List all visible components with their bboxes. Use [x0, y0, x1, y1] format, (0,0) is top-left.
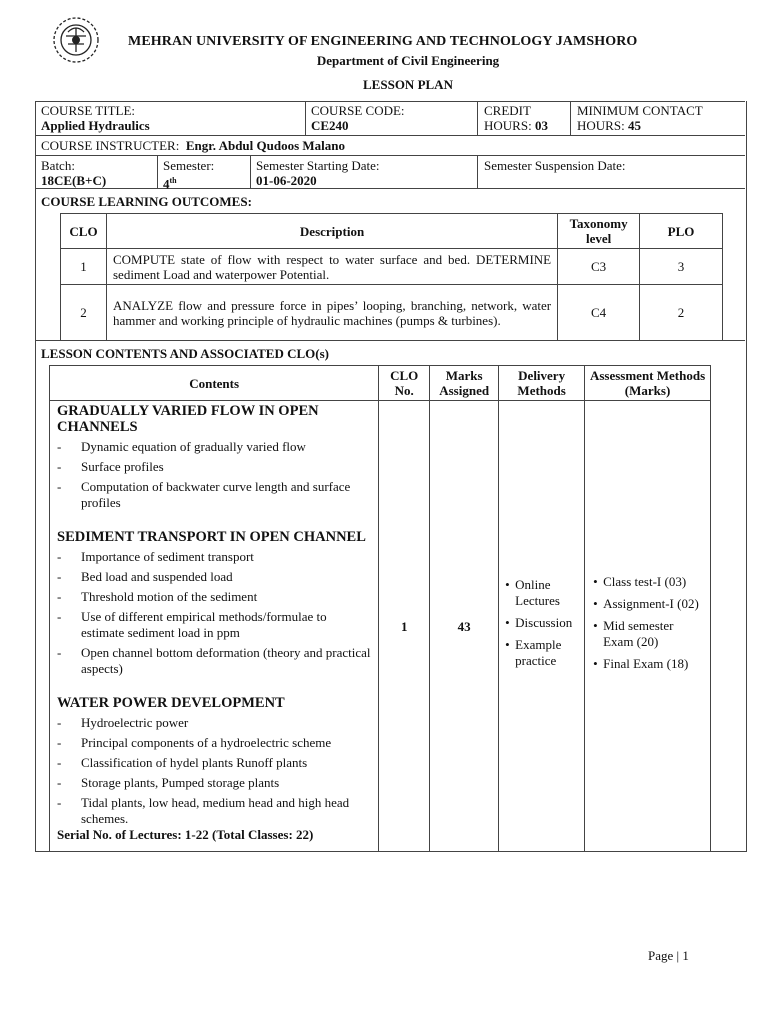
clo-description: ANALYZE flow and pressure force in pipes’ looping, branching, network, water hammer and working principle of hydraulic machines (pumps & turbines). [106, 285, 557, 341]
course-code-cell: COURSE CODE: CE240 [311, 103, 405, 133]
assessment-cell [585, 401, 711, 852]
clo-no-value: 1 [379, 401, 430, 852]
plo-value: 3 [640, 249, 723, 285]
list-item: - Classification of hydel plants Runoff plants [57, 755, 372, 771]
serial-note: Serial No. of Lectures: 1-22 (Total Classes: 22) [57, 827, 314, 842]
topic-title: WATER POWER DEVELOPMENT [57, 695, 285, 711]
plo-header: PLO [640, 214, 723, 249]
clo-number: 2 [61, 285, 107, 341]
clo-table [60, 213, 723, 341]
taxonomy-header: Taxonomy level [558, 214, 640, 249]
topic-block [57, 695, 372, 827]
list-item: - Surface profiles [57, 459, 372, 475]
marks-value: 43 [430, 401, 499, 852]
list-item: • Class test-I (03) [591, 574, 704, 590]
list-item: • Mid semester Exam (20) [591, 618, 704, 650]
divider [477, 101, 478, 135]
clo-no-header: CLO No. [379, 366, 430, 401]
page-number: Page | 1 [648, 948, 689, 963]
list-item: - Storage plants, Pumped storage plants [57, 775, 372, 791]
table-row [61, 249, 723, 285]
divider [157, 155, 158, 188]
list-item: - Open channel bottom deformation (theory and practical aspects) [57, 645, 372, 677]
lesson-header-row [50, 366, 711, 401]
clo-number: 1 [61, 249, 107, 285]
list-item: • Assignment-I (02) [591, 596, 704, 612]
taxonomy-level: C3 [558, 249, 640, 285]
lesson-table [49, 365, 711, 852]
list-item: • Discussion [503, 615, 580, 631]
list-item: - Importance of sediment transport [57, 549, 372, 565]
lesson-section-title: LESSON CONTENTS AND ASSOCIATED CLO(s) [41, 346, 329, 361]
list-item: • Final Exam (18) [591, 656, 704, 672]
batch-cell: Batch: 18CE(B+C) [41, 158, 107, 188]
contents-cell [50, 401, 379, 852]
list-item: • Example practice [503, 637, 580, 669]
suspension-date-cell: Semester Suspension Date: [484, 158, 626, 173]
list-item: - Principal components of a hydroelectric scheme [57, 735, 372, 751]
divider [35, 135, 745, 136]
divider [35, 188, 745, 189]
clo-section-title: COURSE LEARNING OUTCOMES: [41, 194, 252, 209]
course-title-cell: COURSE TITLE: Applied Hydraulics [41, 103, 150, 133]
list-item: - Use of different empirical methods/formulae to estimate sediment load in ppm [57, 609, 372, 641]
university-name: MEHRAN UNIVERSITY OF ENGINEERING AND TECHNOLOGY JAMSHORO [128, 34, 638, 49]
contents-header: Contents [50, 366, 379, 401]
marks-header: Marks Assigned [430, 366, 499, 401]
delivery-cell [499, 401, 585, 852]
topic-title: GRADUALLY VARIED FLOW IN OPEN CHANNELS [57, 403, 319, 435]
divider [250, 155, 251, 188]
list-item: - Computation of backwater curve length and surface profiles [57, 479, 372, 511]
list-item: - Threshold motion of the sediment [57, 589, 372, 605]
clo-header: CLO [61, 214, 107, 249]
clo-header-row [61, 214, 723, 249]
divider [570, 101, 571, 135]
divider [35, 101, 745, 102]
department-name: Department of Civil Engineering [316, 53, 500, 68]
list-item: - Dynamic equation of gradually varied flow [57, 439, 372, 455]
topic-block [57, 529, 372, 677]
description-header: Description [106, 214, 557, 249]
document-title: LESSON PLAN [363, 77, 453, 92]
table-row [61, 285, 723, 341]
credit-hours-cell: CREDIT HOURS: 03 [484, 103, 548, 133]
topic-title: SEDIMENT TRANSPORT IN OPEN CHANNEL [57, 529, 366, 545]
list-item: - Tidal plants, low head, medium head and high head schemes. [57, 795, 372, 827]
divider [477, 155, 478, 188]
start-date-cell: Semester Starting Date: 01-06-2020 [256, 158, 380, 188]
clo-description: COMPUTE state of flow with respect to water surface and bed. DETERMINE sediment Load and waterpower Potential. [106, 249, 557, 285]
taxonomy-level: C4 [558, 285, 640, 341]
list-item: • Online Lectures [503, 577, 580, 609]
plo-value: 2 [640, 285, 723, 341]
assessment-header: Assessment Methods (Marks) [585, 366, 711, 401]
topic-block [57, 403, 372, 511]
delivery-header: Delivery Methods [499, 366, 585, 401]
list-item: - Hydroelectric power [57, 715, 372, 731]
list-item: - Bed load and suspended load [57, 569, 372, 585]
semester-cell: Semester: 4th [163, 158, 215, 192]
lesson-content-row [50, 401, 711, 852]
divider [305, 101, 306, 135]
divider [35, 155, 745, 156]
instructor-cell: COURSE INSTRUCTER: Engr. Abdul Qudoos Malano [41, 138, 346, 153]
contact-hours-cell: MINIMUM CONTACT HOURS: 45 [577, 103, 703, 133]
